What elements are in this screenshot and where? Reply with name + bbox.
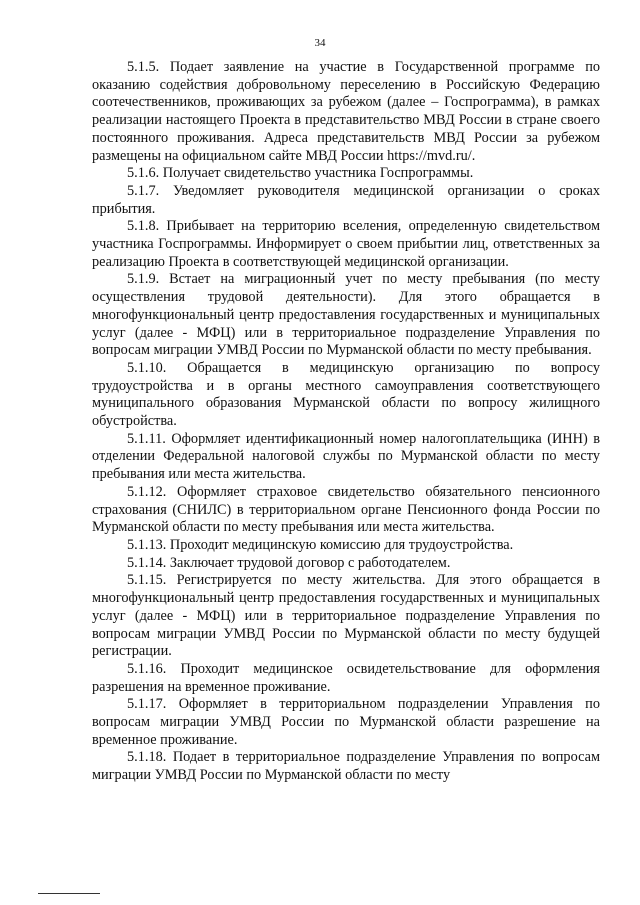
paragraph-5-1-12: 5.1.12. Оформляет страховое свидетельство обязательного пенсионного страхования (СНИЛС) в территориальном органе Пенсионного фонда России по Мурманской области по месту пребывания или места жительства.: [92, 483, 600, 536]
paragraph-5-1-16: 5.1.16. Проходит медицинское освидетельствование для оформления разрешения на временное проживание.: [92, 660, 600, 695]
document-body: [92, 59, 600, 785]
paragraph-5-1-8: 5.1.8. Прибывает на территорию вселения, определенную свидетельством участника Госпрограммы. Информирует о своем прибытии лиц, ответственных за реализацию Проекта в соответствующей медицинской организации.: [92, 218, 600, 270]
paragraph-5-1-9: 5.1.9. Встает на миграционный учет по месту пребывания (по месту осуществления трудовой деятельности). Для этого обращается в многофункциональный центр предоставления государственных и муниципальных услуг (далее - МФЦ) или в территориальное подразделение Управления по вопросам миграции УМВД России по Мурманской области по месту пребывания.: [92, 271, 600, 359]
page-number: 34: [314, 37, 326, 49]
paragraph-5-1-7: 5.1.7. Уведомляет руководителя медицинской организации о сроках прибытия.: [92, 182, 600, 217]
paragraph-5-1-18: 5.1.18. Подает в территориальное подразделение Управления по вопросам миграции УМВД России по Мурманской области по месту: [92, 749, 600, 784]
paragraph-5-1-13: 5.1.13. Проходит медицинскую комиссию для трудоустройства.: [127, 536, 514, 553]
paragraph-5-1-11: 5.1.11. Оформляет идентификационный номер налогоплательщика (ИНН) в отделении Федеральной налоговой службы по Мурманской области по месту пребывания или места жительства.: [92, 430, 600, 483]
paragraph-5-1-15: 5.1.15. Регистрируется по месту жительства. Для этого обращается в многофункциональный центр предоставления государственных и муниципальных услуг (далее - МФЦ) или в территориальное подразделение Управления по вопросам миграции УМВД России по Мурманской области по месту будущей регистрации.: [92, 572, 600, 660]
paragraph-5-1-17: 5.1.17. Оформляет в территориальном подразделении Управления по вопросам миграции УМВД России по Мурманской области разрешение на временное проживание.: [92, 696, 600, 748]
footnote-divider: [38, 893, 100, 894]
paragraph-5-1-6: 5.1.6. Получает свидетельство участника Госпрограммы.: [127, 165, 474, 182]
paragraph-5-1-10: 5.1.10. Обращается в медицинскую организацию по вопросу трудоустройства и в органы местного самоуправления соответствующего муниципального образования Мурманской области по вопросу жилищного обустройства.: [92, 359, 600, 430]
paragraph-5-1-5: 5.1.5. Подает заявление на участие в Государственной программе по оказанию содействия добровольному переселению в Российскую Федерацию соотечественников, проживающих за рубежом (далее – Госпрограмма), в рамках реализации настоящего Проекта в представительство МВД России в стране своего постоянного проживания. Адреса представительств МВД России за рубежом размещены на официальном сайте МВД России https://mvd.ru/.: [92, 59, 600, 164]
paragraph-5-1-14: 5.1.14. Заключает трудовой договор с работодателем.: [127, 554, 451, 571]
